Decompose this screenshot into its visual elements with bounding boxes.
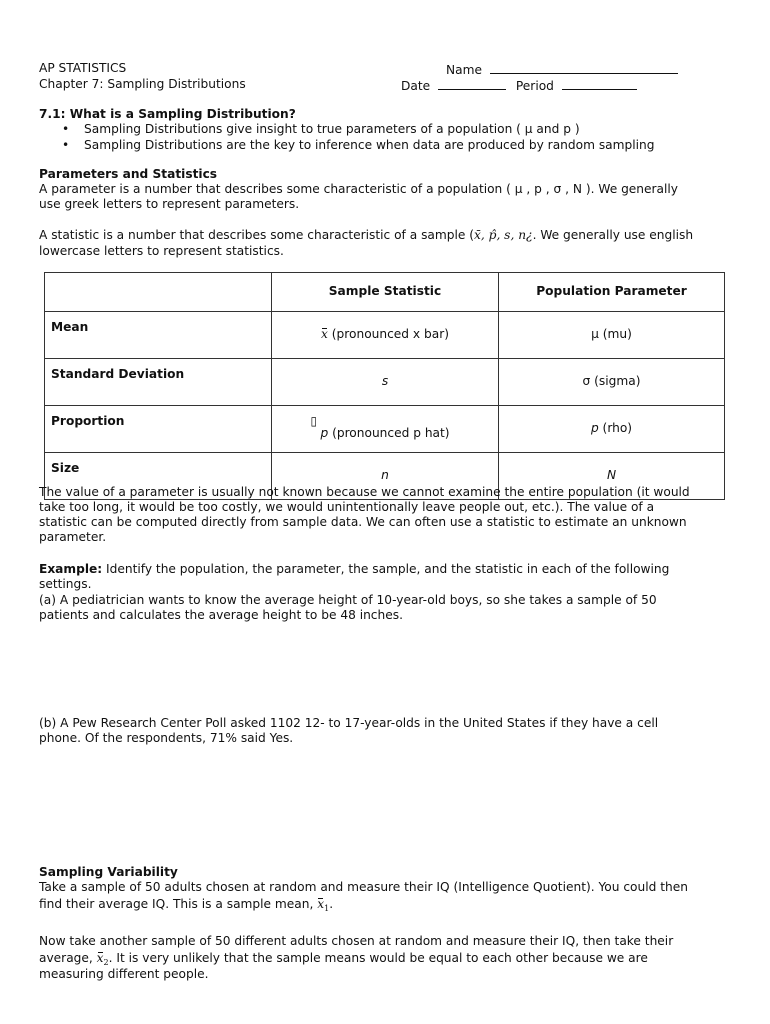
bullet-item: • Sampling Distributions are the key to inference when data are produced by random sampling xyxy=(62,138,654,154)
table-header-row xyxy=(45,273,725,312)
period-label: Period xyxy=(515,79,554,93)
sample-text: (pronounced x bar) xyxy=(327,327,449,342)
example-line1 xyxy=(39,562,669,578)
variability-text: . xyxy=(329,897,334,911)
parameter-definition-line1: A parameter is a number that describes some characteristic of a population ( µ , p , σ , N ). We generally xyxy=(39,182,678,196)
date-period-group xyxy=(401,77,637,95)
period-blank[interactable] xyxy=(562,77,637,90)
row-label: Mean xyxy=(45,312,272,359)
row-label: Size xyxy=(45,453,272,500)
table-row xyxy=(45,406,725,453)
sample-symbol: s xyxy=(381,374,389,389)
population-symbol: N xyxy=(606,468,617,483)
example-line2: settings. xyxy=(39,577,92,591)
population-cell xyxy=(499,406,725,453)
population-cell: µ (mu) xyxy=(499,312,725,359)
sample-cell xyxy=(272,312,499,359)
table-row xyxy=(45,359,725,406)
name-label: Name xyxy=(446,63,482,77)
variability-text: average, xyxy=(39,951,97,965)
sample-cell xyxy=(272,406,499,453)
variability-text: . It is very unlikely that the sample means would be equal to each other because we are xyxy=(108,951,648,965)
sample-symbol: p xyxy=(320,426,329,441)
variability-p2-line3: measuring different people. xyxy=(39,967,209,981)
statistic-definition-line2: lowercase letters to represent statistics. xyxy=(39,244,284,258)
missing-glyph-icon: ▯ xyxy=(310,414,318,429)
row-label: Standard Deviation xyxy=(45,359,272,406)
variability-p2-line1: Now take another sample of 50 different adults chosen at random and measure their IQ, then take their xyxy=(39,934,674,948)
x-bar-symbol: x xyxy=(321,327,328,342)
example-b-line1: (b) A Pew Research Center Poll asked 1102 12- to 17-year-olds in the United States if they have a cell xyxy=(39,716,659,730)
table-row xyxy=(45,312,725,359)
course-title: AP STATISTICS xyxy=(39,61,127,75)
statistic-text-post: . We generally use english xyxy=(532,228,694,242)
variability-text: find their average IQ. This is a sample mean, xyxy=(39,897,318,911)
sample-symbol: n xyxy=(381,468,389,483)
bullet-item: • Sampling Distributions give insight to true parameters of a population ( µ and p ) xyxy=(62,122,654,138)
header-word: Sample xyxy=(328,284,380,299)
statistic-symbols: x̄, p̂, s, n¿ xyxy=(474,228,533,242)
parameter-definition-line2: use greek letters to represent parameters. xyxy=(39,197,300,211)
example-text: Identify the population, the parameter, the sample, and the statistic in each of the following xyxy=(102,562,670,576)
subscript: 2 xyxy=(103,958,109,967)
name-field-group xyxy=(446,61,678,79)
population-symbol: p xyxy=(590,421,599,436)
value-para-line: The value of a parameter is usually not known because we cannot examine the entire population (it would xyxy=(39,485,690,499)
header-word: Population xyxy=(536,284,611,299)
example-label: Example: xyxy=(39,562,103,576)
row-label: Proportion xyxy=(45,406,272,453)
value-para-line: parameter. xyxy=(39,530,107,544)
subscript: 1 xyxy=(324,904,330,913)
header-word: Parameter xyxy=(614,284,687,299)
section-heading-7-1: 7.1: What is a Sampling Distribution? xyxy=(39,107,296,121)
date-blank[interactable] xyxy=(438,77,506,90)
table-header-sample-statistic xyxy=(272,273,499,312)
statistic-parameter-table xyxy=(44,272,725,500)
value-para-line: take too long, it would be too costly, we would unintentionally leave people out, etc.). The value of a xyxy=(39,500,655,514)
parameters-heading: Parameters and Statistics xyxy=(39,167,218,181)
chapter-title: Chapter 7: Sampling Distributions xyxy=(39,77,246,91)
x-bar-symbol: x xyxy=(96,951,104,965)
section-7-1-bullets xyxy=(62,122,654,153)
table-header-population-parameter xyxy=(499,273,725,312)
x-bar-symbol: x xyxy=(317,897,325,911)
variability-heading: Sampling Variability xyxy=(39,865,178,879)
date-label: Date xyxy=(401,79,431,93)
name-blank[interactable] xyxy=(490,61,678,74)
example-b-line2: phone. Of the respondents, 71% said Yes. xyxy=(39,731,294,745)
sample-text: (pronounced p hat) xyxy=(328,426,450,441)
population-text: (rho) xyxy=(598,421,633,436)
sample-cell xyxy=(272,359,499,406)
example-a-line2: patients and calculates the average height to be 48 inches. xyxy=(39,608,403,622)
header-word: Statistic xyxy=(383,284,442,299)
population-cell: σ (sigma) xyxy=(499,359,725,406)
variability-p1-line2 xyxy=(39,897,333,917)
variability-p1-line1: Take a sample of 50 adults chosen at random and measure their IQ (Intelligence Quotient). You could then xyxy=(39,880,688,894)
value-para-line: statistic can be computed directly from sample data. We can often use a statistic to estimate an unknown xyxy=(39,515,687,529)
statistic-definition-line1 xyxy=(39,228,693,244)
table-header-empty xyxy=(45,273,272,312)
statistic-text-pre: A statistic is a number that describes some characteristic of a sample ( xyxy=(39,228,475,242)
example-a-line1: (a) A pediatrician wants to know the average height of 10-year-old boys, so she takes a sample of 50 xyxy=(39,593,657,607)
